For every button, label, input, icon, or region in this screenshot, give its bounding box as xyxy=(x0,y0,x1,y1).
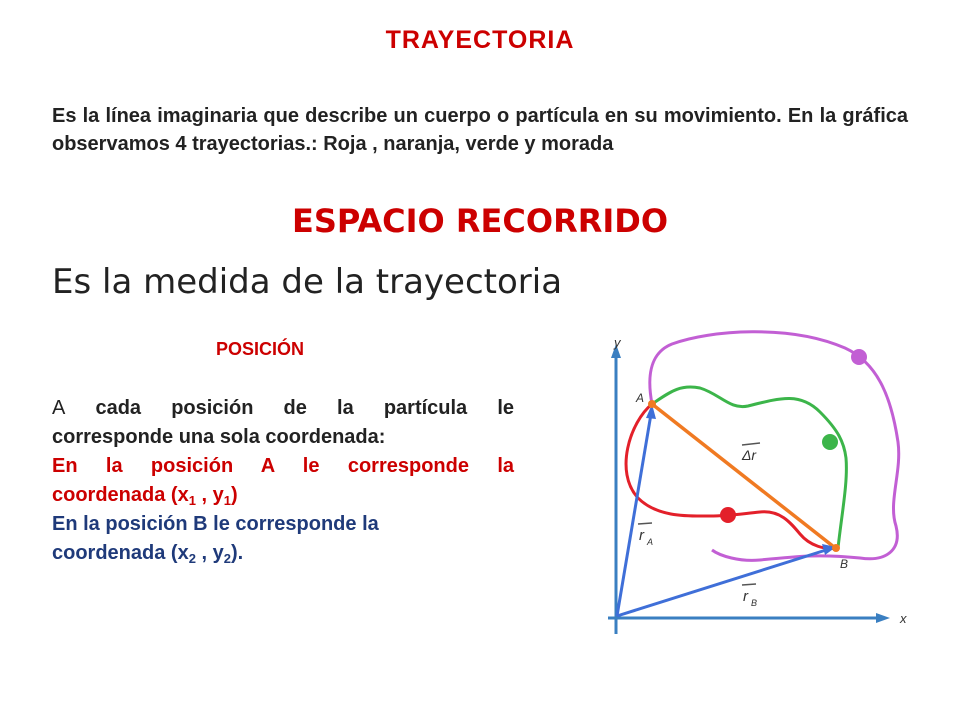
title-espacio-recorrido: ESPACIO RECORRIDO xyxy=(291,202,669,240)
x-axis-arrow xyxy=(876,613,890,623)
delta-r-arrow-mark xyxy=(742,443,760,445)
posicion-line-4: coordenada ($x_1$ , $y_1$) xyxy=(52,484,238,508)
green-trajectory xyxy=(652,387,846,548)
espacio-recorrido-definition: Es la medida de la trayectoria xyxy=(52,262,563,302)
r-b-label: r xyxy=(743,588,748,605)
title-trayectoria: TRAYECTORIA xyxy=(385,26,575,54)
red-ball xyxy=(720,507,736,523)
vector-r-b xyxy=(617,550,826,616)
posicion-line-3: En la posición A le corresponde la xyxy=(52,455,514,477)
r-b-arrow-mark xyxy=(742,584,756,585)
r-a-arrow-mark xyxy=(638,523,652,524)
point-a-label: A xyxy=(636,391,645,405)
r-a-label: r xyxy=(639,527,644,544)
displacement-vector xyxy=(652,404,834,547)
posicion-description xyxy=(52,394,514,568)
r-a-subscript: A xyxy=(647,537,654,547)
posicion-line-2: corresponde una sola coordenada: xyxy=(52,426,386,448)
point-a-marker xyxy=(648,400,656,408)
green-ball xyxy=(822,434,838,450)
delta-r-label: Δr xyxy=(742,447,757,463)
trajectory-diagram xyxy=(580,322,920,652)
r-b-subscript: B xyxy=(751,598,758,608)
posicion-line-5: En la posición B le corresponde la xyxy=(52,513,379,535)
point-b-label: B xyxy=(840,557,849,571)
posicion-line-1: A cada posición de la partícula le xyxy=(52,397,514,419)
point-b-marker xyxy=(832,544,840,552)
x-axis-label: x xyxy=(900,611,907,626)
title-posicion: POSICIÓN xyxy=(216,339,305,359)
vector-r-a xyxy=(617,414,654,616)
y-axis-label: y xyxy=(614,335,621,350)
posicion-line-6: coordenada ($x_2$ , $y_2$). xyxy=(52,542,244,566)
purple-trajectory xyxy=(650,332,899,561)
purple-ball xyxy=(851,349,867,365)
trayectoria-definition: Es la línea imaginaria que describe un cuerpo o partícula en su movimiento. En la gráfica observamos 4 trayectorias.: Roja , naranja, verde y morada xyxy=(52,105,908,155)
